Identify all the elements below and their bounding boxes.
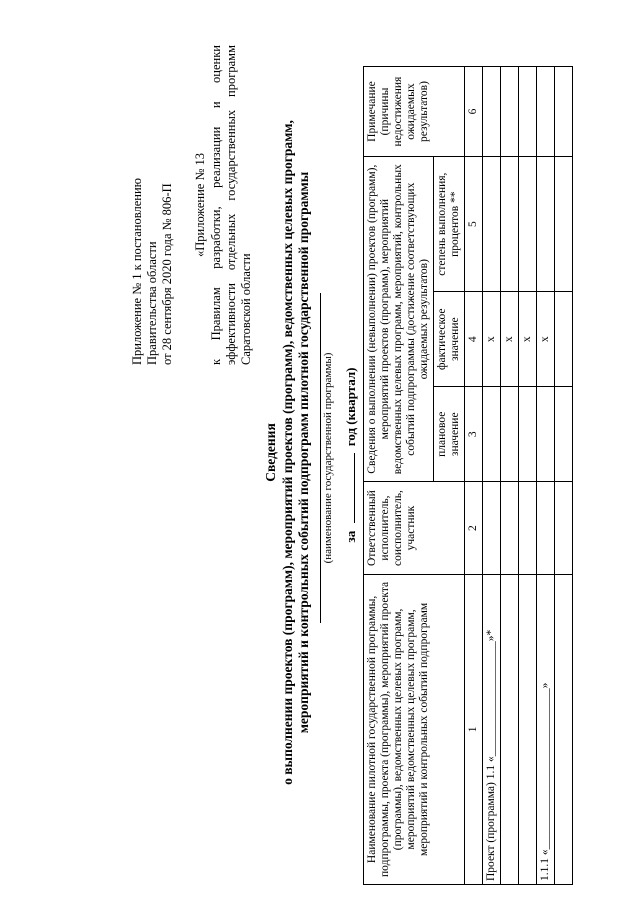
row-name [519,574,537,884]
cell-empty [555,292,573,387]
cell-empty [555,387,573,482]
cell-mark: х [483,292,501,387]
period-line [343,305,359,605]
row-name [555,574,573,884]
table-row [501,67,519,885]
header-fact: фактическое значение [434,292,465,387]
row-name [501,574,519,884]
table-row [537,67,555,885]
row-name: Проект (программа) 1.1 «____________________»* [483,574,501,884]
cell-empty [519,157,537,292]
col-number: 5 [465,157,483,292]
cell-empty [537,157,555,292]
cell-empty [501,67,519,157]
cell-empty [519,387,537,482]
appendix-header [130,45,175,365]
col-number: 6 [465,67,483,157]
col-number: 3 [465,387,483,482]
cell-empty [555,67,573,157]
header-responsible: Ответственный исполнитель, соисполнитель, участник [364,482,465,575]
appendix-line-2: Правительства области [145,241,159,365]
header-note: Примечание (причины недостижения ожидаемых результатов) [364,67,465,157]
appendix-line-3: от 28 сентября 2020 года № 806-П [160,183,174,365]
program-name-line [320,293,321,623]
col-number: 4 [465,292,483,387]
header-name: Наименование пилотной государственной программы, подпрограммы, проекта (программы), мероприятий проекта (программы), ведомственных целевых программ, мероприятий ведомственных целевых программ, мероприятий и контрольных событий подпрограмм [364,574,465,884]
col-number: 2 [465,482,483,575]
document-subtitle-1: о выполнении проектов (программ), мероприятий проектов (программ), ведомственных целевых программ, [280,120,295,785]
cell-empty [537,387,555,482]
document-title: Сведения [263,423,278,482]
period-suffix: год (квартал) [343,367,358,447]
column-number-row [465,67,483,885]
table-row [483,67,501,885]
cell-empty [555,482,573,575]
report-table [363,66,573,885]
header-degree: степень выполнения, процентов ** [434,157,465,292]
appendix-13-text: к Правилам разработки, реализации и оценки эффективности отдельных государственных программ Саратовской области [209,45,253,365]
program-name-caption: (наименование государственной программы) [322,352,334,564]
cell-empty [483,387,501,482]
cell-mark: х [501,292,519,387]
table-row [519,67,537,885]
cell-empty [537,482,555,575]
period-blank [343,454,355,524]
table-row [555,67,573,885]
document-subtitle-2: мероприятий и контрольных событий подпрограмм пилотной государственной программы [296,171,311,734]
period-prefix: за [343,530,358,543]
cell-empty [501,482,519,575]
header-results-group: Сведения о выполнении (невыполнении) проектов (программ), мероприятий проектов (программ), мероприятий ведомственных целевых программ, мероприятий, контрольных событий подпрограммы (достижение соответствующих ожидаемых результатов) [364,157,434,482]
cell-mark: х [519,292,537,387]
cell-empty [501,157,519,292]
cell-empty [501,387,519,482]
cell-empty [519,482,537,575]
appendix-line-1: Приложение № 1 к постановлению [130,178,144,365]
appendix-13-title: «Приложение № 13 [193,152,207,258]
cell-empty [519,67,537,157]
cell-empty [483,482,501,575]
cell-empty [483,157,501,292]
cell-empty [555,157,573,292]
cell-empty [483,67,501,157]
header-plan: плановое значение [434,387,465,482]
row-name: 1.1.1 «____________________________» [537,574,555,884]
cell-mark: х [537,292,555,387]
appendix-13-header [193,45,254,365]
cell-empty [537,67,555,157]
col-number: 1 [465,574,483,884]
